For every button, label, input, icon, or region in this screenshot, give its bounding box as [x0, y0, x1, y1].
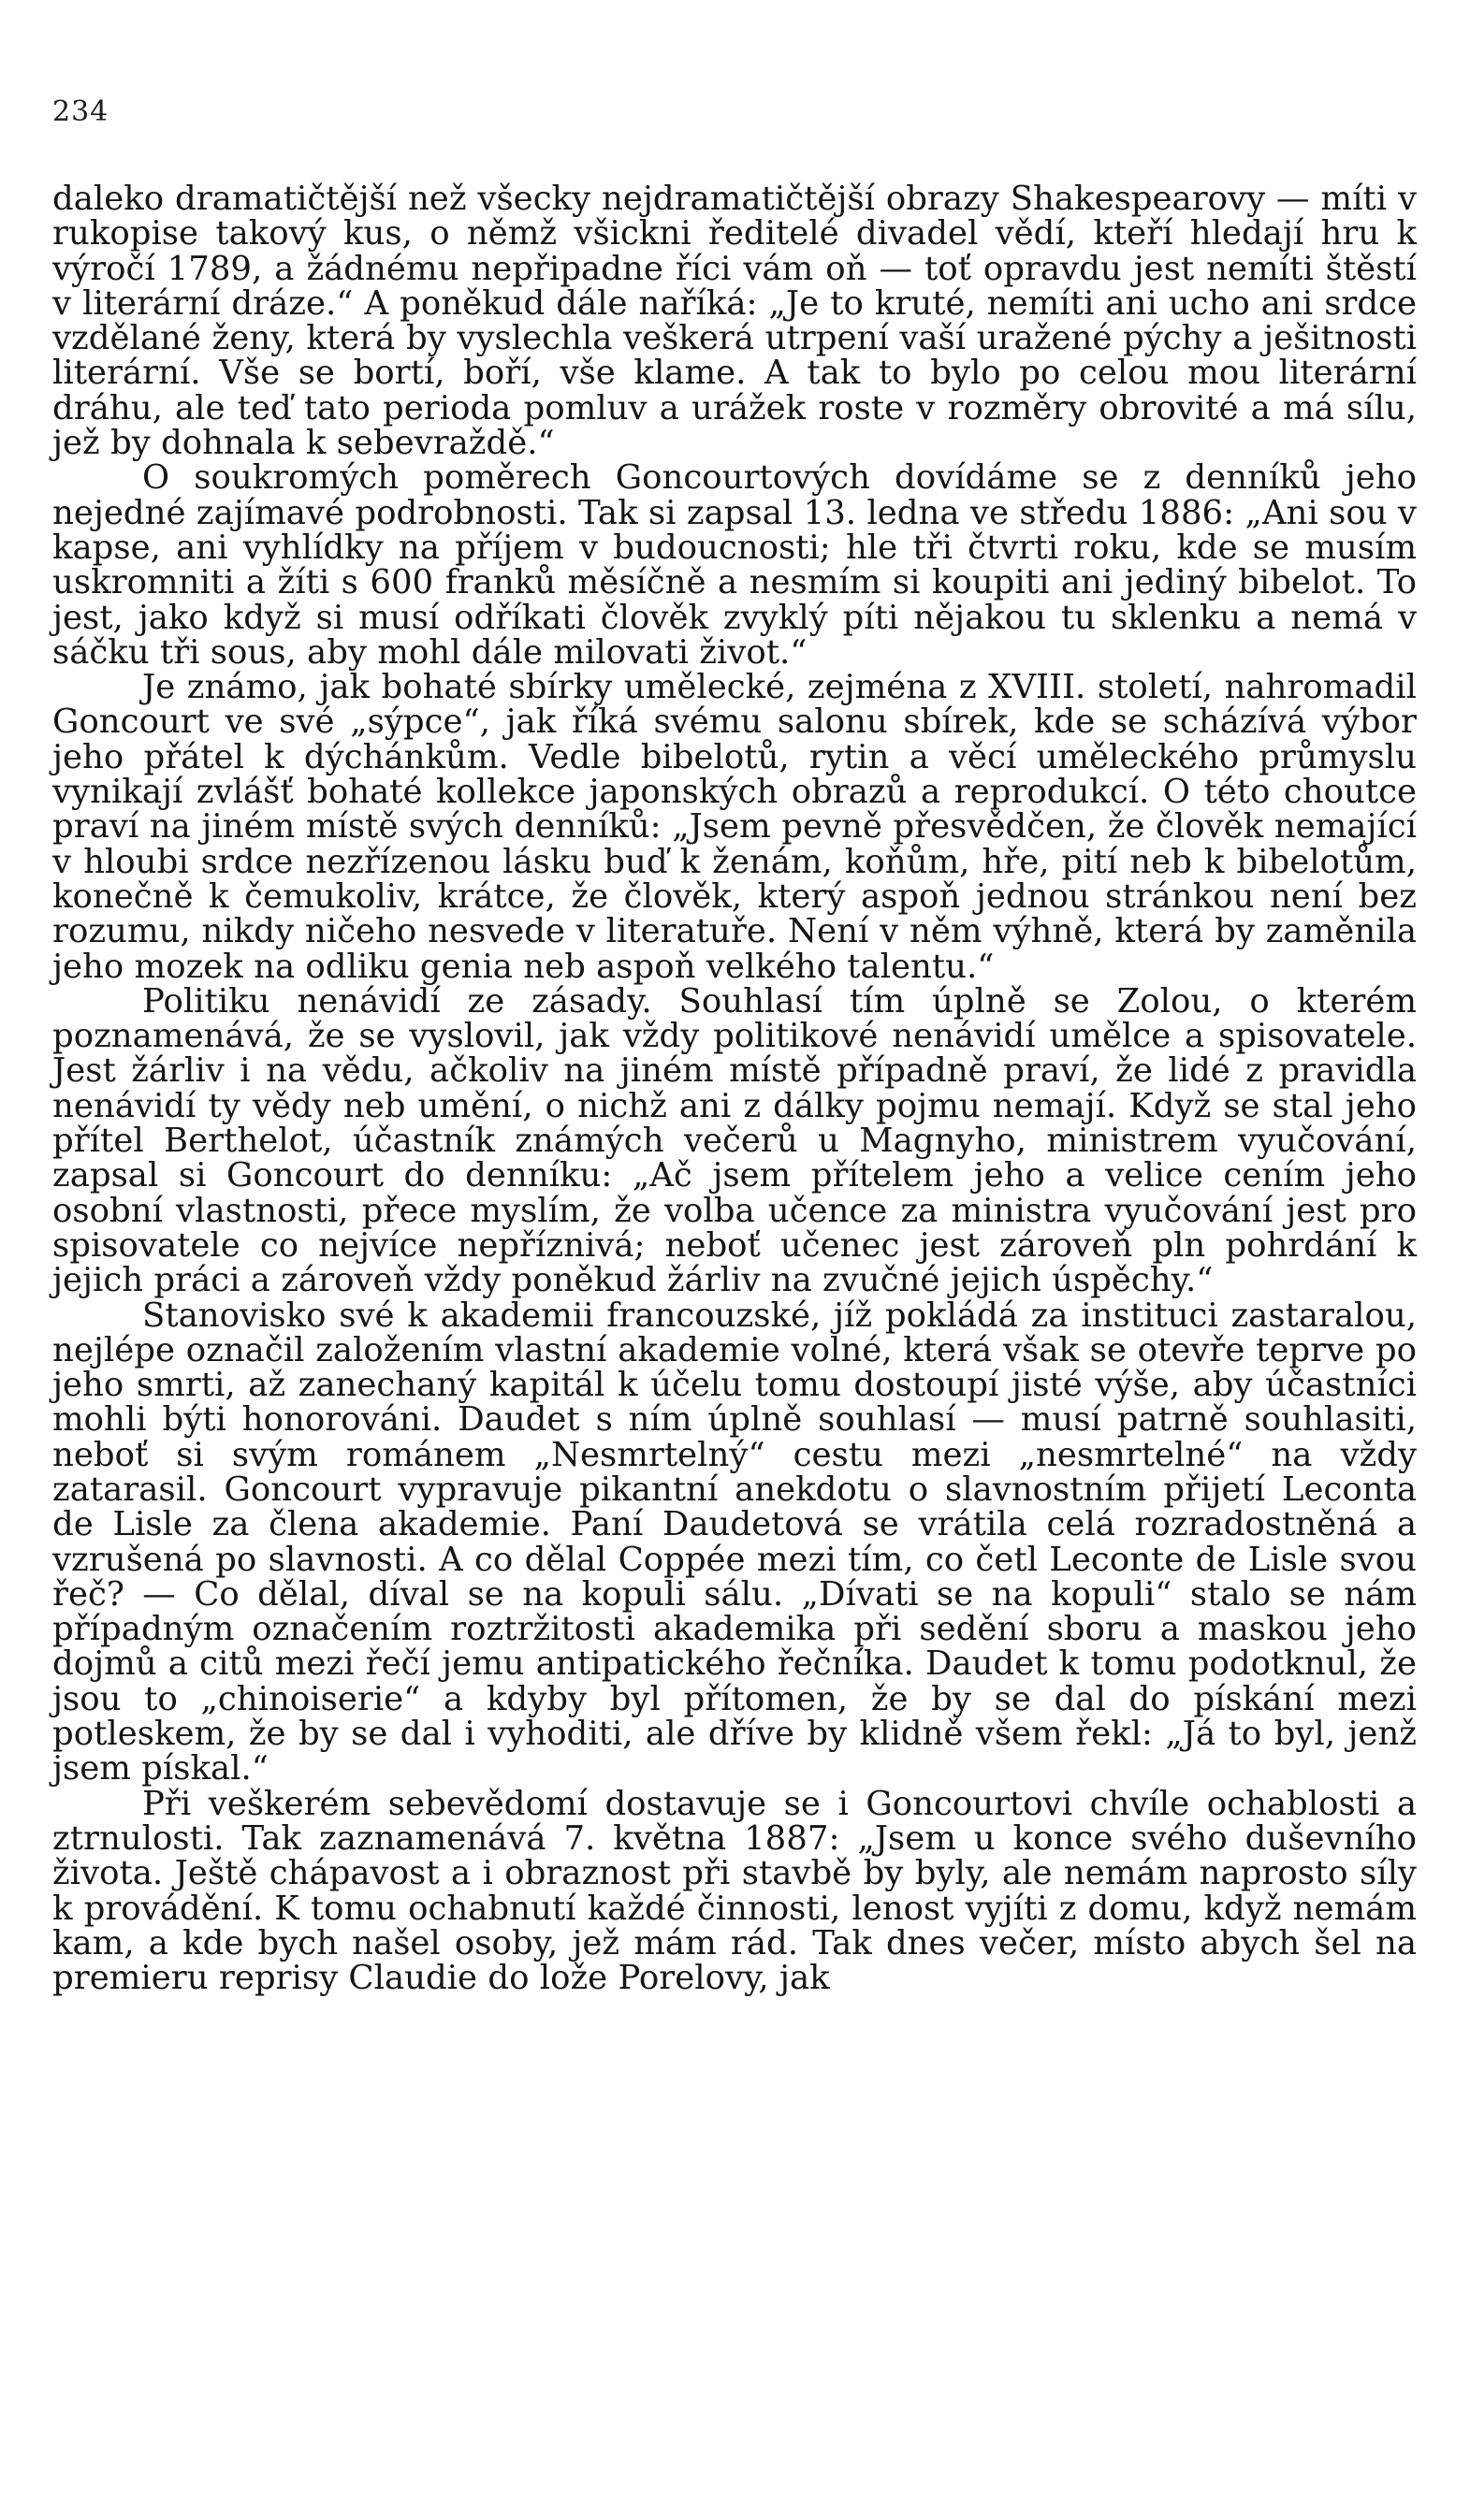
body-text: [52, 180, 1417, 1998]
paragraph: Stanovisko své k akademii francouzské, jíž pokládá za instituci zastaralou, nejlépe označil založením vlastní akademie volné, která však se otevře teprve po jeho smrti, až zanechaný kapitál k účelu tomu dostoupí jisté výše, aby účastníci mohli býti honorováni. Daudet s ním úplně souhlasí — musí patrně souhlasiti, neboť si svým románem „Nesmrtelný“ cestu mezi „nesmrtelné“ na vždy zatarasil. Goncourt vypravuje pikantní anekdotu o slavnostním přijetí Leconta de Lisle za člena akademie. Paní Daudetová se vrátila celá rozradostněná a vzrušená po slavnosti. A co dělal Coppée mezi tím, co četl Leconte de Lisle svou řeč? — Co dělal, díval se na kopuli sálu. „Dívati se na kopuli“ stalo se nám případným označením roztržitosti akademika při sedění sboru a maskou jeho dojmů a citů mezi řečí jemu antipatického řečníka. Daudet k tomu podotknul, že jsou to „chinoiserie“ a kdyby byl přítomen, že by se dal do pískání mezi potleskem, že by se dal i vyhoditi, ale dříve by klidně všem řekl: „Já to byl, jenž jsem pískal.“: [52, 1296, 1417, 1789]
paragraph: Politiku nenávidí ze zásady. Souhlasí tím úplně se Zolou, o kterém poznamenává, že se vyslovil, jak vždy politikové nenávidí umělce a spisovatele. Jest žárliv i na vědu, ačkoliv na jiném místě případně praví, že lidé z pravidla nenávidí ty vědy neb umění, o nichž ani z dálky pojmu nemají. Když se stal jeho přítel Berthelot, účastník známých večerů u Magnyho, ministrem vyučování, zapsal si Goncourt do denníku: „Ač jsem přítelem jeho a velice cením jeho osobní vlastnosti, přece myslím, že volba učence za ministra vyučování jest pro spisovatele co nejvíce nepříznivá; neboť učenec jest zároveň pln pohrdání k jejich práci a zároveň vždy poněkud žárliv na zvučné jejich úspěchy.“: [52, 981, 1417, 1300]
paragraph: Při veškerém sebevědomí dostavuje se i Goncourtovi chvíle ochablosti a ztrnulosti. Tak zaznamenává 7. května 1887: „Jsem u konce svého duševního života. Ještě chápavost a i obraznost při stavbě by byly, ale nemám naprosto síly k provádění. K tomu ochabnutí každé činnosti, lenost vyjíti z domu, když nemám kam, a kde bych našel osoby, jež mám rád. Tak dnes večer, místo abych šel na premieru reprisy Claudie do lože Porelovy, jak: [52, 1784, 1417, 1998]
paragraph: Je známo, jak bohaté sbírky umělecké, zejména z XVIII. století, nahromadil Goncourt ve své „sýpce“, jak říká svému salonu sbírek, kde se scházívá výbor jeho přátel k dýchánkům. Vedle bibelotů, rytin a věcí uměleckého průmyslu vynikají zvlášť bohaté kollekce japonských obrazů a reprodukcí. O této choutce praví na jiném místě svých denníků: „Jsem pevně přesvědčen, že člověk nemající v hloubi srdce nezřízenou lásku buď k ženám, koňům, hře, pití neb k bibelotům, konečně k čemukoliv, krátce, že člověk, který aspoň jednou stránkou není bez rozumu, nikdy ničeho nesvede v literatuře. Není v něm výhně, která by zaměnila jeho mozek na odliku genia neb aspoň velkého talentu.“: [52, 668, 1417, 986]
paragraph: daleko dramatičtější než všecky nejdramatičtější obrazy Shakespearovy — míti v rukopise takový kus, o němž všickni ředitelé divadel vědí, kteří hledají hru k výročí 1789, a žádnému nepřipadne říci vám oň — toť opravdu jest nemíti štěstí v literární dráze.“ A poněkud dále naříká: „Je to kruté, nemíti ani ucho ani srdce vzdělané ženy, která by vyslechla veškerá utrpení vaší uražené pýchy a ješitnosti literární. Vše se bortí, boří, vše klame. A tak to bylo po celou mou literární dráhu, ale teď tato perioda pomluv a urážek roste v rozměry obrovité a má sílu, jež by dohnala k sebevraždě.“: [52, 180, 1417, 463]
page-number: 234: [52, 95, 109, 128]
paragraph: O soukromých poměrech Goncourtových dovídáme se z denníků jeho nejedné zajímavé podrobnosti. Tak si zapsal 13. ledna ve středu 1886: „Ani sou v kapse, ani vyhlídky na příjem v budoucnosti; hle tři čtvrti roku, kde se musím uskromniti a žíti s 600 franků měsíčně a nesmím si koupiti ani jediný bibelot. To jest, jako když si musí odříkati člověk zvyklý píti nějakou tu sklenku a nemá v sáčku tři sous, aby mohl dále milovati život.“: [52, 458, 1417, 672]
